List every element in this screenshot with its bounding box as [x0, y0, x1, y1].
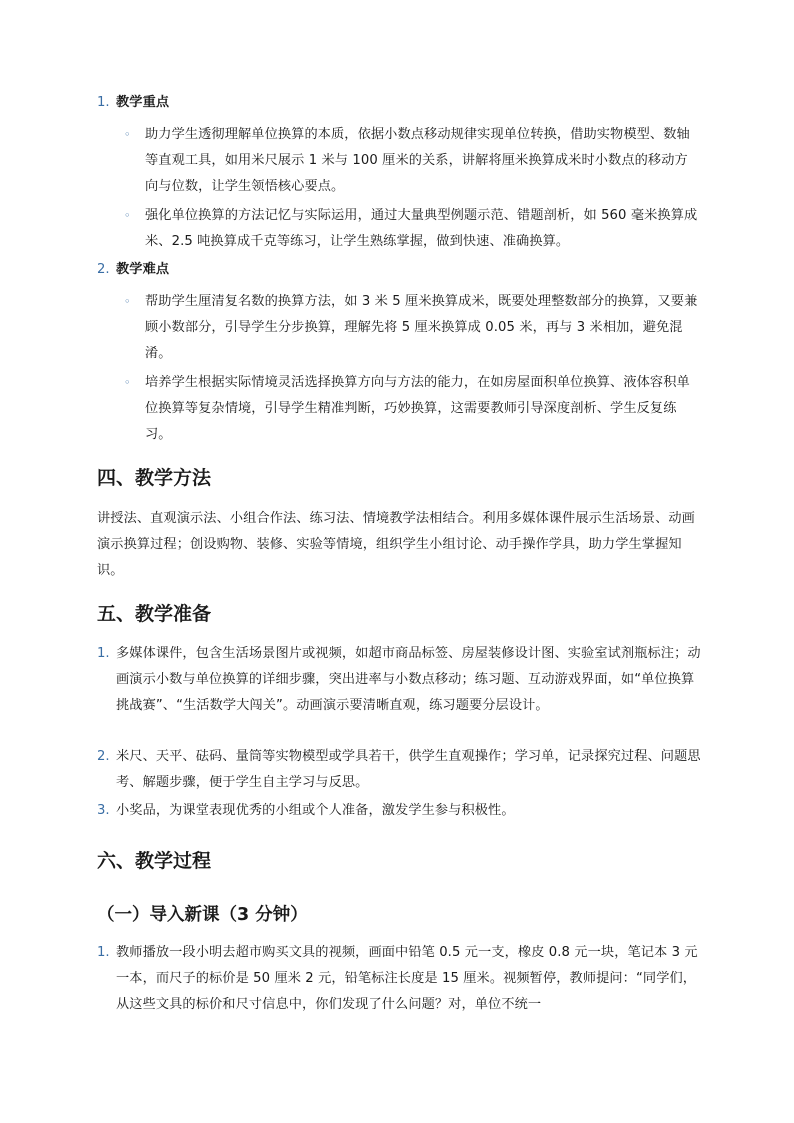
- section-heading: 四、教学方法: [97, 467, 212, 489]
- list-item: 教师播放一段小明去超市购买文具的视频，画面中铅笔 0.5 元一支，橡皮 0.8 元一块，笔记本 3 元一本，而尺子的标价是 50 厘米 2 元，铅笔标注长度是 15 厘米。视频暂停，教师提问：“同学们，从这些文具的标价和尺寸信息中，你们发现了什么问题？对，单位不统一: [116, 945, 698, 1012]
- sub-list-item: 帮助学生厘清复名数的换算方法，如 3 米 5 厘米换算成米，既要处理整数部分的换算，又要兼顾小数部分，引导学生分步换算，理解先将 5 厘米换算成 0.05 米，再与 3 米相加，避免混淆。: [145, 294, 698, 361]
- sub-list-item: 培养学生根据实际情境灵活选择换算方向与方法的能力，在如房屋面积单位换算、液体容积单位换算等复杂情境，引导学生精准判断，巧妙换算，这需要教师引导深度剖析、学生反复练习。: [145, 375, 690, 442]
- sub-list-item: 助力学生透彻理解单位换算的本质，依据小数点移动规律实现单位转换，借助实物模型、数轴等直观工具，如用米尺展示 1 米与 100 厘米的关系，讲解将厘米换算成米时小数点的移动方向与位数，让学生领悟核心要点。: [145, 127, 690, 194]
- section-heading: 五、教学准备: [97, 603, 212, 625]
- bullet-icon: ◦: [124, 209, 131, 222]
- list-number: 2.: [97, 262, 110, 277]
- paragraph: 讲授法、直观演示法、小组合作法、练习法、情境教学法相结合。利用多媒体课件展示生活场景、动画演示换算过程；创设购物、装修、实验等情境，组织学生小组讨论、动手操作学具，助力学生掌握知识。: [97, 511, 695, 578]
- list-number: 3.: [97, 803, 110, 818]
- bullet-icon: ◦: [124, 128, 131, 141]
- list-item: 多媒体课件，包含生活场景图片或视频，如超市商品标签、房屋装修设计图、实验室试剂瓶标注；动画演示小数与单位换算的详细步骤，突出进率与小数点移动；练习题、互动游戏界面，如“单位换算挑战赛”、“生活数学大闯关”。动画演示要清晰直观，练习题要分层设计。: [116, 646, 701, 713]
- list-item: 小奖品，为课堂表现优秀的小组或个人准备，激发学生参与积极性。: [116, 803, 515, 818]
- bullet-icon: ◦: [124, 295, 131, 308]
- list-number: 1.: [97, 945, 110, 960]
- section-heading: 六、教学过程: [97, 850, 212, 872]
- sub-section-heading: （一）导入新课（3 分钟）: [97, 905, 308, 925]
- list-item-title: 教学难点: [116, 262, 170, 277]
- list-item: 米尺、天平、砝码、量筒等实物模型或学具若干，供学生直观操作；学习单，记录探究过程、问题思考、解题步骤，便于学生自主学习与反思。: [116, 749, 701, 790]
- list-number: 1.: [97, 646, 110, 661]
- bullet-icon: ◦: [124, 376, 131, 389]
- sub-list-item: 强化单位换算的方法记忆与实际运用，通过大量典型例题示范、错题剖析，如 560 毫米换算成米、2.5 吨换算成千克等练习，让学生熟练掌握，做到快速、准确换算。: [145, 208, 698, 249]
- list-item-title: 教学重点: [116, 95, 170, 110]
- list-number: 1.: [97, 95, 110, 110]
- list-number: 2.: [97, 749, 110, 764]
